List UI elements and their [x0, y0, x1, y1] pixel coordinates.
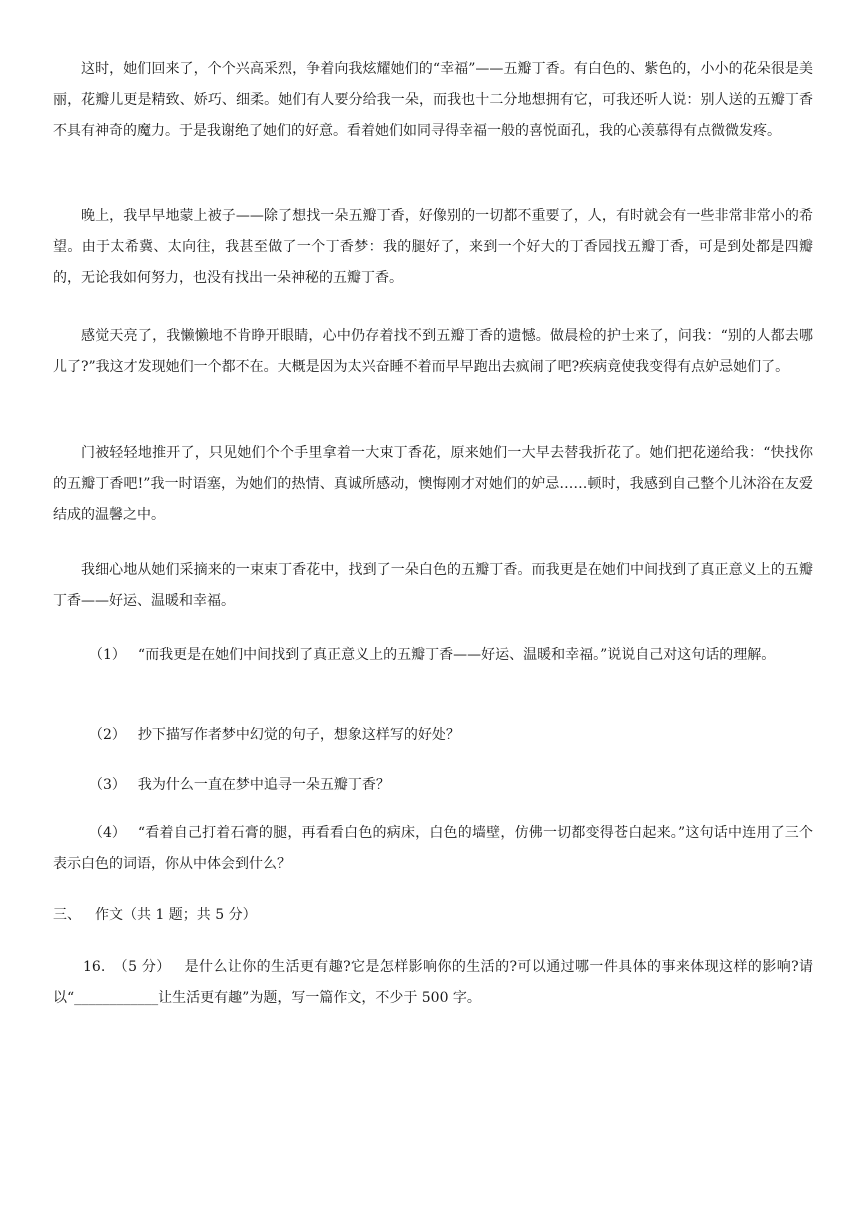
question-number: （1） [89, 647, 126, 663]
question-number: （2） [89, 727, 126, 743]
question-score: （5 分） [113, 959, 171, 975]
essay-prompt: 是什么让你的生活更有趣?它是怎样影响你的生活的?可以通过哪一件具体的事来体现这样的影响?请以“____________让生活更有趣”为题，写一篇作文，不少于 500 字。 [53, 959, 814, 1006]
question-text: 抄下描写作者梦中幻觉的句子，想象这样写的好处？ [137, 727, 460, 743]
question-number: （4） [89, 825, 126, 841]
question-number: 16. [83, 959, 106, 975]
section-title: 作文（共 1 题；共 5 分） [95, 907, 257, 923]
question-text: 我为什么一直在梦中追寻一朵五瓣丁香？ [137, 777, 390, 793]
passage-paragraph-1: 这时，她们回来了，个个兴高采烈，争着向我炫耀她们的“幸福”——五瓣丁香。有白色的、紫色的，小小的花朵很是美丽，花瓣儿更是精致、娇巧、细柔。她们有人要分给我一朵，而我也十二分地想拥有它，可我还听人说：别人送的五瓣丁香不具有神奇的魔力。于是我谢绝了她们的好意。看着她们如同寻得幸福一般的喜悦面孔，我的心羡慕得有点微微发疼。 [53, 61, 813, 139]
passage-paragraph-3: 感觉天亮了，我懒懒地不肯睁开眼睛，心中仍存着找不到五瓣丁香的遗憾。做晨检的护士来了，问我：“别的人都去哪儿了?”我这才发现她们一个都不在。大概是因为太兴奋睡不着而早早跑出去疯闹了吧?疾病竟使我变得有点妒忌她们了。 [53, 328, 813, 375]
question-3 [53, 770, 813, 801]
question-text: “看着自己打着石膏的腿，再看看白色的病床，白色的墙壁，仿佛一切都变得苍白起来。”这句话中连用了三个表示白色的词语，你从中体会到什么？ [53, 825, 813, 872]
question-1 [53, 640, 813, 671]
passage-paragraph-2: 晚上，我早早地蒙上被子——除了想找一朵五瓣丁香，好像别的一切都不重要了，人，有时就会有一些非常非常小的希望。由于太希冀、太向往，我甚至做了一个丁香梦：我的腿好了，来到一个好大的丁香园找五瓣丁香，可是到处都是四瓣的，无论我如何努力，也没有找出一朵神秘的五瓣丁香。 [53, 208, 813, 286]
question-4 [53, 818, 813, 880]
question-number: （3） [89, 777, 126, 793]
passage-paragraph-5: 我细心地从她们采摘来的一束束丁香花中，找到了一朵白色的五瓣丁香。而我更是在她们中间找到了真正意义上的五瓣丁香——好运、温暖和幸福。 [53, 562, 813, 609]
section-number: 三、 [53, 907, 81, 923]
passage-paragraph-4: 门被轻轻地推开了，只见她们个个手里拿着一大束丁香花，原来她们一大早去替我折花了。她们把花递给我：“快找你的五瓣丁香吧!”我一时语塞，为她们的热情、真诚所感动，懊悔刚才对她们的妒忌……顿时，我感到自己整个儿沐浴在友爱结成的温馨之中。 [53, 445, 813, 523]
essay-question [53, 952, 813, 1014]
question-2 [53, 720, 813, 751]
question-text: “而我更是在她们中间找到了真正意义上的五瓣丁香——好运、温暖和幸福。”说说自己对这句话的理解。 [137, 647, 776, 663]
section-heading [53, 900, 813, 931]
